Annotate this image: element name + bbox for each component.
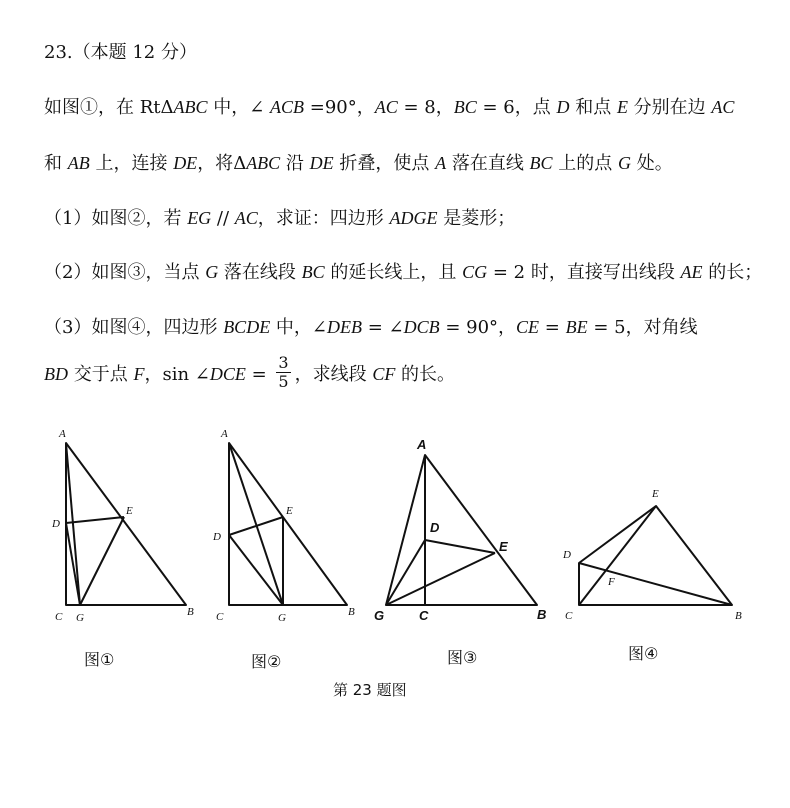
problem-number: 23.（本题 12 分） — [44, 42, 197, 63]
figure-3-diagram — [386, 455, 537, 605]
question-1: （1）如图②，若 EG // AC，求证：四边形 ADGE 是菱形； — [44, 208, 516, 229]
problem-line-1: 如图①，在 RtΔABC 中，∠ ACB =90°，AC = 8，BC = 6，点 D 和点 E 分别在边 AC — [44, 97, 735, 118]
fig3-label-A: A — [417, 437, 427, 452]
figure-4-diagram — [579, 506, 732, 605]
fig1-label-D: D — [52, 518, 60, 530]
fig1-label-C: C — [55, 611, 63, 623]
figure-2-caption: 图② — [251, 652, 282, 671]
problem-line-2: 和 AB 上，连接 DE，将ΔABC 沿 DE 折叠，使点 A 落在直线 BC 上的点 G 处。 — [44, 153, 673, 174]
figure-3-caption: 图③ — [447, 648, 478, 667]
fig4-label-E: E — [652, 488, 659, 500]
fig1-label-G: G — [76, 612, 84, 624]
fig1-label-E: E — [126, 505, 133, 517]
fig1-label-A: A — [59, 428, 66, 440]
fig2-label-E: E — [286, 505, 293, 517]
figure-1-caption: 图① — [84, 650, 115, 669]
fig3-label-C: C — [419, 608, 429, 623]
fig2-label-A: A — [221, 428, 228, 440]
fig2-label-B: B — [348, 606, 355, 618]
fraction-numerator: 3 — [278, 353, 289, 372]
question-2: （2）如图③，当点 G 落在线段 BC 的延长线上，且 CG = 2 时，直接写出线段 AE 的长； — [44, 262, 763, 283]
fig2-label-D: D — [213, 531, 221, 543]
fig2-label-G: G — [278, 612, 286, 624]
fig4-label-C: C — [565, 610, 573, 622]
fig3-label-E: E — [499, 539, 508, 554]
fig4-label-F: F — [608, 576, 615, 588]
figure-2-diagram — [229, 443, 347, 605]
fig3-label-B: B — [537, 607, 547, 622]
problem-figure-caption: 第 23 题图 — [333, 681, 407, 699]
fig4-label-B: B — [735, 610, 742, 622]
fig3-label-G: G — [374, 608, 385, 623]
fig2-label-C: C — [216, 611, 224, 623]
fig4-label-D: D — [563, 549, 571, 561]
fig1-label-B: B — [187, 606, 194, 618]
fraction-denominator: 5 — [278, 372, 289, 392]
question-3-continued: BD 交于点 F，sin ∠DCE = $\frac{3}{5}$ ，求线段 CF 的长。 — [44, 353, 456, 392]
fig3-label-D: D — [430, 520, 440, 535]
figure-4-caption: 图④ — [628, 644, 659, 663]
question-3: （3）如图④，四边形 BCDE 中，∠DEB = ∠DCB = 90°，CE = BE = 5，对角线 — [44, 317, 698, 338]
figure-1-diagram — [66, 443, 186, 605]
